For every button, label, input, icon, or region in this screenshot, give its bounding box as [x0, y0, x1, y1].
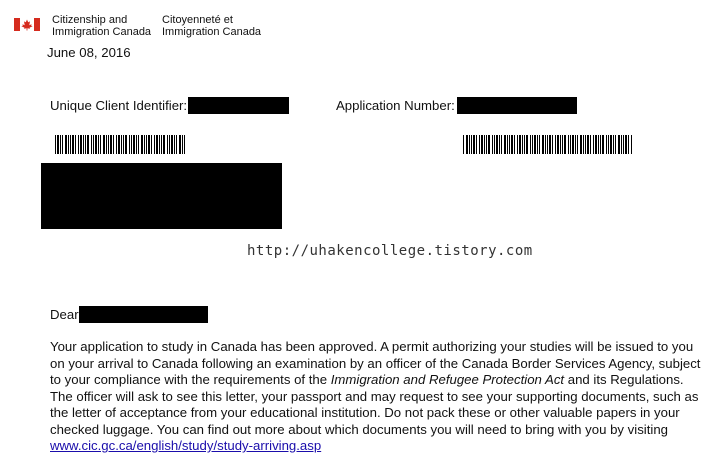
- barcode-bar: [156, 135, 158, 154]
- letter-line-5: the letter of acceptance from your educational institution. Do not pack these or other valuable papers in your: [50, 405, 680, 420]
- barcode-bar: [618, 135, 620, 154]
- barcode-bar: [179, 135, 181, 154]
- barcode-bar: [131, 135, 132, 154]
- dept-fr-line1: Citoyenneté et: [162, 14, 233, 26]
- barcode-bar: [154, 135, 155, 154]
- barcode-bar: [70, 135, 71, 154]
- act-name: Immigration and Refugee Protection Act: [330, 372, 565, 387]
- application-number-label: Application Number:: [336, 98, 455, 113]
- barcode-bar: [549, 135, 551, 154]
- letter-body: [50, 339, 720, 455]
- dept-en-line1: Citizenship and: [52, 14, 128, 26]
- barcode-bar: [585, 135, 586, 154]
- barcode-bar: [507, 135, 508, 154]
- barcode-bar: [625, 135, 627, 154]
- barcode-bar: [509, 135, 510, 154]
- barcode-bar: [87, 135, 89, 154]
- barcode-bar: [526, 135, 528, 154]
- letter-line-6: checked luggage. You can find out more about which documents you will need to bring with you by visiting: [50, 421, 668, 437]
- barcode-bar: [106, 135, 107, 154]
- barcode-bar: [159, 135, 160, 154]
- barcode-bar: [125, 135, 127, 154]
- dept-fr-line2: Immigration Canada: [162, 26, 262, 38]
- barcode-bar: [593, 135, 594, 154]
- barcode-bar: [116, 135, 117, 154]
- barcode-bar: [473, 135, 475, 154]
- letter-line-3: [50, 372, 720, 389]
- uci-barcode: [55, 135, 188, 154]
- barcode-bar: [184, 135, 185, 154]
- barcode-bar: [85, 135, 86, 154]
- barcode-bar: [542, 135, 544, 154]
- barcode-bar: [65, 135, 67, 154]
- barcode-bar: [144, 135, 145, 154]
- barcode-bar: [78, 135, 79, 154]
- barcode-bar: [623, 135, 624, 154]
- letter-line-4: The officer will ask to see this letter, your passport and may request to see your supporting documents, such as: [50, 388, 699, 404]
- barcode-bar: [463, 135, 464, 154]
- barcode-bar: [100, 135, 101, 154]
- barcode-bar: [121, 135, 122, 154]
- barcode-bar: [151, 135, 152, 154]
- barcode-bar: [91, 135, 92, 154]
- barcode-bar: [606, 135, 607, 154]
- barcode-bar: [608, 135, 609, 154]
- barcode-bar: [557, 135, 559, 154]
- barcode-bar: [108, 135, 109, 154]
- barcode-bar: [161, 135, 162, 154]
- barcode-bar: [148, 135, 150, 154]
- barcode-bar: [580, 135, 582, 154]
- barcode-bar: [476, 135, 477, 154]
- barcode-bar: [568, 135, 569, 154]
- barcode-bar: [628, 135, 629, 154]
- barcode-bar: [610, 135, 612, 154]
- barcode-bar: [95, 135, 97, 154]
- barcode-bar: [511, 135, 513, 154]
- uci-redaction: [188, 97, 289, 114]
- letter-date: June 08, 2016: [47, 45, 131, 60]
- barcode-bar: [570, 135, 571, 154]
- barcode-bar: [171, 135, 173, 154]
- salutation: Dear: [50, 307, 79, 322]
- barcode-bar: [530, 135, 531, 154]
- barcode-bar: [537, 135, 538, 154]
- barcode-bar: [524, 135, 525, 154]
- address-redaction: [41, 163, 282, 229]
- barcode-bar: [93, 135, 94, 154]
- watermark-url: http://uhakencollege.tistory.com: [247, 243, 533, 259]
- barcode-bar: [488, 135, 490, 154]
- barcode-bar: [552, 135, 553, 154]
- barcode-bar: [72, 135, 74, 154]
- barcode-bar: [492, 135, 493, 154]
- barcode-bar: [564, 135, 566, 154]
- application-number-redaction: [457, 97, 577, 114]
- letter-line-3-post: and its Regulations.: [564, 372, 684, 387]
- canada-flag-icon: [14, 18, 40, 31]
- barcode-bar: [103, 135, 105, 154]
- barcode-bar: [534, 135, 536, 154]
- barcode-bar: [136, 135, 137, 154]
- dept-en-line2: Immigration Canada: [52, 26, 152, 38]
- barcode-bar: [55, 135, 56, 154]
- barcode-bar: [110, 135, 112, 154]
- study-arriving-link[interactable]: www.cic.gc.ca/english/study/study-arriving.asp: [50, 438, 322, 453]
- barcode-bar: [555, 135, 556, 154]
- barcode-bar: [129, 135, 130, 154]
- barcode-bar: [176, 135, 177, 154]
- uci-label: Unique Client Identifier:: [50, 98, 188, 113]
- barcode-bar: [595, 135, 597, 154]
- barcode-bar: [167, 135, 168, 154]
- barcode-bar: [481, 135, 483, 154]
- barcode-bar: [98, 135, 99, 154]
- barcode-bar: [572, 135, 574, 154]
- barcode-bar: [113, 135, 114, 154]
- barcode-bar: [146, 135, 147, 154]
- barcode-bar: [539, 135, 540, 154]
- barcode-bar: [631, 135, 632, 154]
- barcode-bar: [68, 135, 69, 154]
- barcode-bar: [621, 135, 622, 154]
- barcode-bar: [575, 135, 576, 154]
- barcode-bar: [504, 135, 506, 154]
- barcode-bar: [532, 135, 533, 154]
- barcode-bar: [471, 135, 472, 154]
- barcode-bar: [141, 135, 143, 154]
- barcode-bar: [517, 135, 518, 154]
- recipient-name-redaction: [79, 306, 208, 323]
- department-name-en: [52, 14, 151, 38]
- department-name-fr: [162, 14, 261, 38]
- barcode-bar: [598, 135, 599, 154]
- barcode-bar: [163, 135, 165, 154]
- barcode-bar: [138, 135, 139, 154]
- barcode-bar: [590, 135, 591, 154]
- barcode-bar: [496, 135, 498, 154]
- letter-line-3-pre: to your compliance with the requirements of the: [50, 372, 331, 387]
- barcode-bar: [479, 135, 480, 154]
- barcode-bar: [469, 135, 470, 154]
- barcode-bar: [123, 135, 124, 154]
- barcode-bar: [577, 135, 578, 154]
- barcode-bar: [169, 135, 170, 154]
- barcode-bar: [600, 135, 601, 154]
- barcode-bar: [494, 135, 495, 154]
- barcode-bar: [486, 135, 487, 154]
- letter-line-1: Your application to study in Canada has been approved. A permit authorizing your studies will be issued to you: [50, 339, 694, 354]
- barcode-bar: [501, 135, 502, 154]
- barcode-bar: [613, 135, 614, 154]
- barcode-bar: [615, 135, 616, 154]
- barcode-bar: [57, 135, 59, 154]
- barcode-bar: [519, 135, 521, 154]
- barcode-bar: [545, 135, 546, 154]
- barcode-bar: [60, 135, 61, 154]
- barcode-bar: [118, 135, 120, 154]
- application-barcode: [463, 135, 635, 154]
- barcode-bar: [174, 135, 175, 154]
- barcode-bar: [602, 135, 604, 154]
- barcode-bar: [75, 135, 76, 154]
- barcode-bar: [562, 135, 563, 154]
- barcode-bar: [522, 135, 523, 154]
- barcode-bar: [547, 135, 548, 154]
- barcode-bar: [182, 135, 183, 154]
- barcode-bar: [62, 135, 63, 154]
- barcode-bar: [484, 135, 485, 154]
- barcode-bar: [83, 135, 84, 154]
- barcode-bar: [80, 135, 82, 154]
- barcode-bar: [583, 135, 584, 154]
- barcode-bar: [466, 135, 468, 154]
- barcode-bar: [587, 135, 589, 154]
- barcode-bar: [514, 135, 515, 154]
- barcode-bar: [560, 135, 561, 154]
- barcode-bar: [499, 135, 500, 154]
- letter-line-2: on your arrival to Canada following an examination by an officer of the Canada Border Services Agency, subject: [50, 355, 701, 371]
- barcode-bar: [133, 135, 135, 154]
